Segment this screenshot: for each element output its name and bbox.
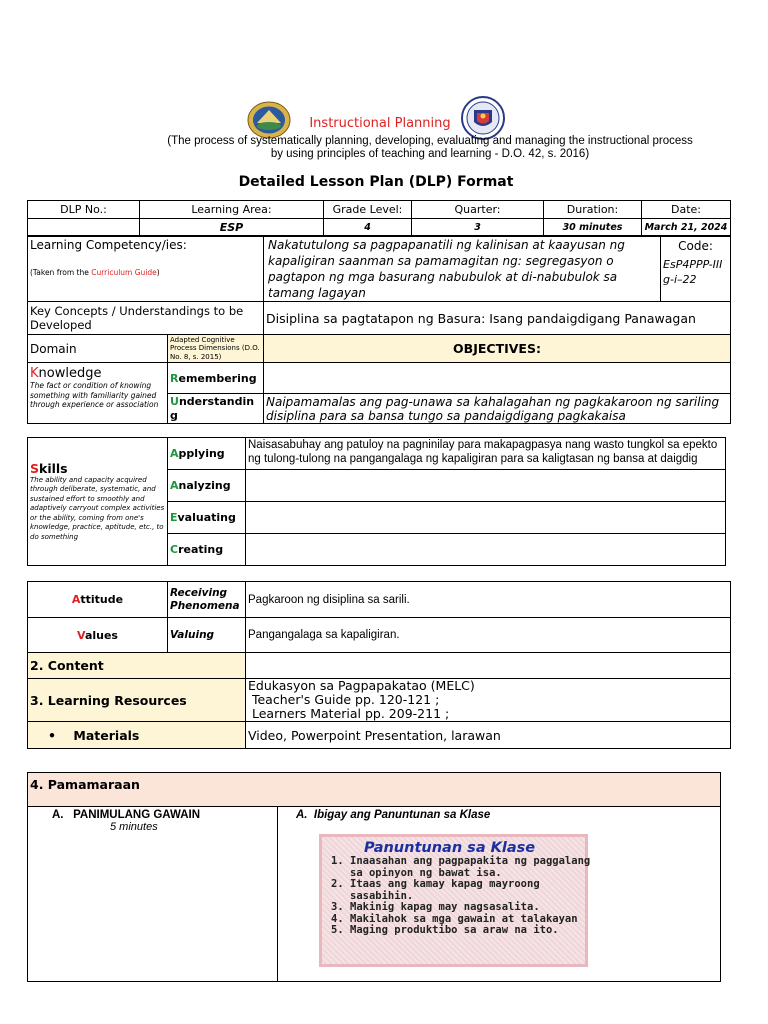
values-level: Valuing	[168, 618, 246, 653]
duration-value: 30 minutes	[544, 219, 642, 236]
rules-image-title: Panuntunan sa Klase	[364, 840, 536, 856]
analyzing-text	[246, 470, 726, 502]
rule-item: 1. Inaasahan ang pagpapakita ng paggalang sa opinyon ng bawat isa.	[350, 856, 595, 879]
seal-left-icon	[247, 101, 291, 139]
domain-label: Domain	[28, 335, 168, 363]
code-label: Code:	[678, 239, 713, 253]
resources-line-2: Teacher's Guide pp. 120-121 ;	[248, 692, 440, 707]
dlp-no-header: DLP No.:	[28, 201, 140, 219]
bullet-icon: •	[48, 727, 56, 743]
quarter-value: 3	[412, 219, 544, 236]
skills-table	[27, 437, 726, 566]
evaluating-text	[246, 502, 726, 534]
rules-image	[319, 834, 591, 967]
learning-area-header: Learning Area:	[140, 201, 324, 219]
date-value: March 21, 2024	[642, 219, 731, 236]
panimulang-gawain-title: A. PANIMULANG GAWAIN	[52, 809, 201, 821]
content-text	[246, 653, 731, 679]
format-title: Detailed Lesson Plan (DLP) Format	[238, 174, 514, 190]
dlp-no-value	[28, 219, 140, 236]
code-value: EsP4PPP-IIIg-i–22	[663, 258, 723, 286]
creating-label: Creating	[168, 534, 246, 566]
knowledge-cell	[28, 363, 168, 424]
acpd-label: Adapted Cognitive Process Dimensions (D.O. No. 8, s. 2015)	[168, 335, 264, 363]
attitude-text: Pagkaroon ng disiplina sa sarili.	[246, 582, 731, 618]
evaluating-label: Evaluating	[168, 502, 246, 534]
rule-item: 5. Maging produktibo sa araw na ito.	[350, 925, 595, 937]
duration-header: Duration:	[544, 201, 642, 219]
grade-level-header: Grade Level:	[324, 201, 412, 219]
remembering-label: Remembering	[168, 363, 264, 394]
key-concepts-label: Key Concepts / Understandings to be Developed	[28, 302, 264, 335]
procedure-label: 4. Pamamaraan	[28, 773, 721, 807]
learning-resources-text	[246, 679, 731, 722]
objectives-table	[27, 236, 731, 424]
objectives-label: OBJECTIVES:	[264, 335, 731, 363]
values-text: Pangangalaga sa kapaligiran.	[246, 618, 731, 653]
rule-item: 3. Makinig kapag may nagsasalita.	[350, 902, 595, 914]
skills-description: The ability and capacity acquired through deliberate, systematic, and sustained effort to smoothly and adaptively carryout complex activities or the ability, coming from one's knowledge, practice, aptitude, etc., to do something	[30, 475, 165, 541]
creating-text	[246, 534, 726, 566]
knowledge-label: Knowledge	[30, 366, 102, 381]
competency-label-cell	[28, 237, 264, 302]
date-header: Date:	[642, 201, 731, 219]
code-cell	[661, 237, 731, 302]
page-title: Instructional Planning	[309, 116, 451, 131]
resources-line-3: Learners Material pp. 209-211 ;	[248, 706, 450, 721]
resources-line-1: Edukasyon sa Pagpapakatao (MELC)	[248, 678, 475, 693]
values-label: Values	[28, 618, 168, 653]
materials-label: Materials	[73, 727, 140, 743]
knowledge-description: The fact or condition of knowing something with familiarity gained through experience or association	[30, 381, 159, 409]
rule-item: 4. Makilahok sa mga gawain at talakayan	[350, 914, 595, 926]
panimulang-gawain-time: 5 minutes	[110, 821, 158, 833]
skills-cell	[28, 438, 168, 566]
competency-label: Learning Competency/ies:	[30, 238, 187, 252]
header-description-2: by using principles of teaching and learning - D.O. 42, s. 2016)	[270, 148, 590, 160]
curriculum-guide-link[interactable]: Curriculum Guide	[91, 268, 157, 277]
header-description-1: (The process of systematically planning, developing, evaluating and managing the instructional process	[167, 135, 693, 147]
attitude-label: Attitude	[28, 582, 168, 618]
applying-label: Applying	[168, 438, 246, 470]
info-table	[27, 200, 731, 236]
rule-item: 2. Itaas ang kamay kapag mayroong sasabihin.	[350, 879, 595, 902]
materials-label-cell	[28, 722, 246, 749]
learning-area-value: ESP	[140, 219, 324, 236]
understanding-label: Understanding	[168, 394, 264, 424]
materials-text: Video, Powerpoint Presentation, larawan	[246, 722, 731, 749]
panimulang-gawain-cell	[28, 807, 278, 982]
quarter-header: Quarter:	[412, 201, 544, 219]
content-label: 2. Content	[28, 653, 246, 679]
panuntunan-title: A. Ibigay ang Panuntunan sa Klase	[296, 809, 491, 821]
skills-label: Skills	[30, 460, 68, 476]
key-concepts-text: Disiplina sa pagtatapon ng Basura: Isang pandaigdigang Panawagan	[264, 302, 731, 335]
rules-list	[330, 856, 595, 937]
seal-right-icon	[460, 96, 506, 140]
learning-resources-label: 3. Learning Resources	[28, 679, 246, 722]
competency-note: (Taken from the Curriculum Guide)	[30, 268, 160, 277]
understanding-text: Naipamamalas ang pag-unawa sa kahalagahan ng pagkakaroon ng sariling disiplina para sa bansa tungo sa pandaigdigang pagkakaisa	[264, 394, 731, 424]
analyzing-label: Analyzing	[168, 470, 246, 502]
remembering-text	[264, 363, 731, 394]
attitude-level: Receiving Phenomena	[168, 582, 246, 618]
applying-text: Naisasabuhay ang patuloy na pagninilay para makapagpasya nang wasto tungkol sa epekto ng tulong-tulong na pangangalaga ng kapaligiran para sa kaligtasan ng bansa at daigdig	[246, 438, 726, 470]
attitude-values-table	[27, 581, 731, 749]
grade-level-value: 4	[324, 219, 412, 236]
competency-text: Nakatutulong sa pagpapanatili ng kalinisan at kaayusan ng kapaligiran saanman sa pamamagitan ng: segregasyon o pagtapon ng mga basurang nabubulok at di-nabubulok sa tamang lagayan	[264, 237, 661, 302]
